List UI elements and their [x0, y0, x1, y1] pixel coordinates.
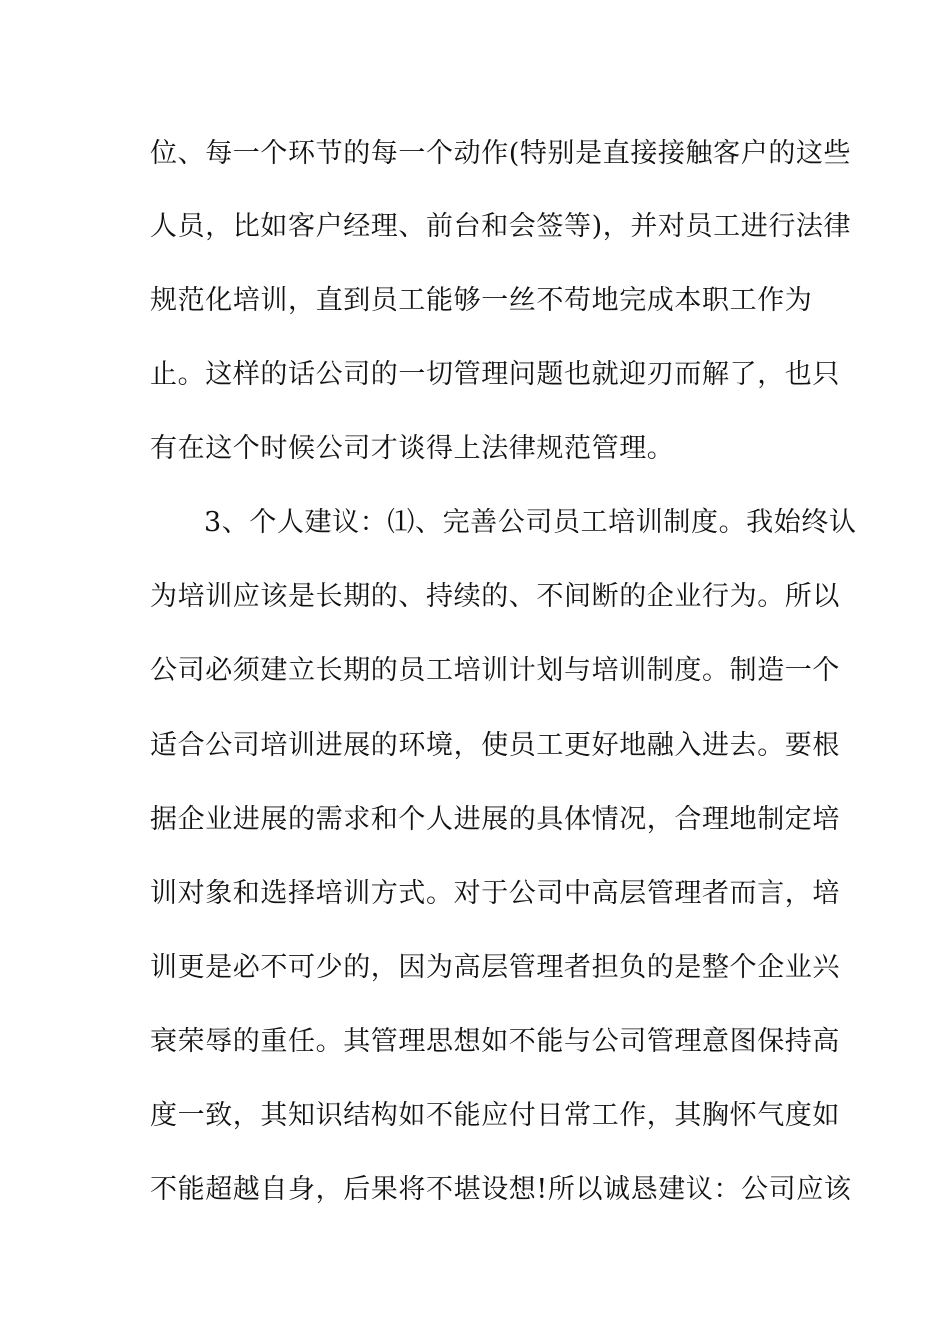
- text-line-15: 不能超越自身，后果将不堪设想!所以诚恳建议：公司应该: [150, 1174, 852, 1205]
- text-line-2: 人员，比如客户经理、前台和会签等)，并对员工进行法律: [150, 211, 852, 242]
- text-line-12: 训更是必不可少的，因为高层管理者担负的是整个企业兴: [150, 952, 840, 983]
- text-line-11: 训对象和选择培训方式。对于公司中高层管理者而言，培: [150, 878, 840, 909]
- text-line-7: 为培训应该是长期的、持续的、不间断的企业行为。所以: [150, 581, 840, 612]
- text-line-1: 位、每一个环节的每一个动作(特别是直接接触客户的这些: [150, 138, 852, 169]
- text-line-10: 据企业进展的需求和个人进展的具体情况，合理地制定培: [150, 804, 840, 835]
- text-line-8: 公司必须建立长期的员工培训计划与培训制度。制造一个: [150, 655, 840, 686]
- text-line-9: 适合公司培训进展的环境，使员工更好地融入进去。要根: [150, 730, 840, 761]
- text-line-3: 规范化培训，直到员工能够一丝不苟地完成本职工作为: [150, 285, 813, 316]
- text-line-14: 度一致，其知识结构如不能应付日常工作，其胸怀气度如: [150, 1100, 840, 1131]
- text-line-4: 止。这样的话公司的一切管理问题也就迎刃而解了，也只: [150, 359, 840, 390]
- text-line-6: 3、个人建议：⑴、完善公司员工培训制度。我始终认: [204, 507, 857, 538]
- text-line-5: 有在这个时候公司才谈得上法律规范管理。: [150, 433, 675, 464]
- text-line-13: 衰荣辱的重任。其管理思想如不能与公司管理意图保持高: [150, 1026, 840, 1057]
